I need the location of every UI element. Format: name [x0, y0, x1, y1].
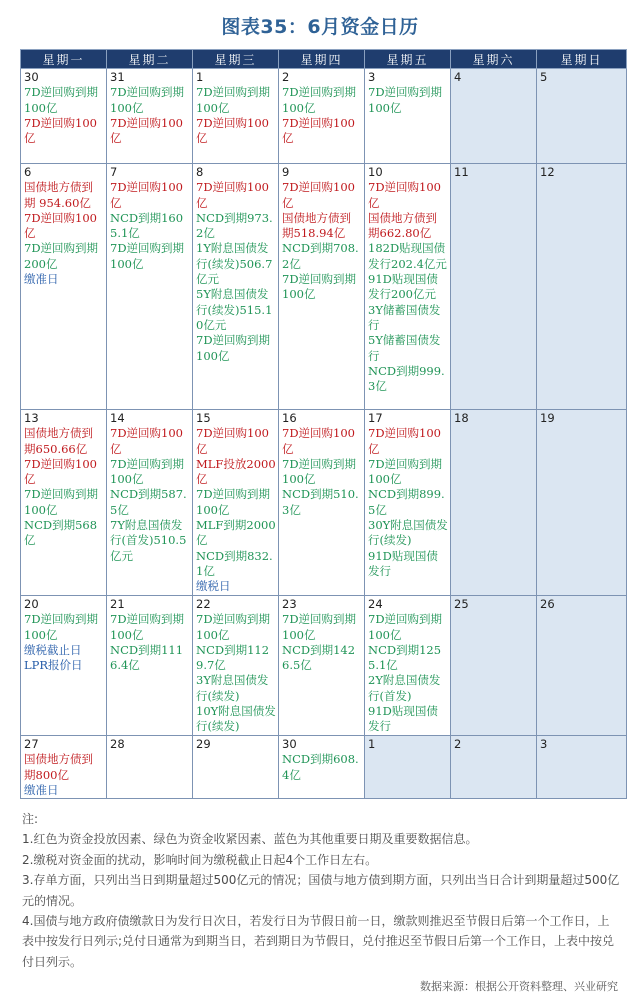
calendar-day-cell [279, 736, 365, 799]
note-item: 2.缴税对资金面的扰动，影响时间为缴税截止日起4个工作日左右。 [22, 852, 378, 867]
calendar-event: 7D逆回购到期100亿 [282, 612, 357, 642]
calendar-event: 7D逆回购100亿 [368, 180, 441, 210]
calendar-day-cell [193, 164, 279, 410]
calendar-event: 7D逆回购到期200亿 [24, 241, 99, 271]
day-number: 2 [454, 737, 462, 751]
day-number: 27 [24, 737, 39, 751]
calendar-week-row [21, 410, 627, 596]
weekday-header: 星期三 [193, 50, 279, 69]
calendar-event: 7Y附息国债发行(首发)510.5亿元 [110, 518, 187, 563]
weekday-header-row [21, 50, 627, 69]
day-number: 26 [540, 597, 555, 611]
calendar-event: 7D逆回购100亿 [110, 180, 183, 210]
calendar-event: 7D逆回购100亿 [24, 456, 97, 487]
calendar-day-cell [193, 410, 279, 596]
calendar-event: 7D逆回购到期100亿 [196, 487, 271, 517]
calendar-event: 7D逆回购到期100亿 [368, 612, 443, 642]
weekday-header: 星期一 [21, 50, 107, 69]
calendar-event: 3Y附息国债发行(续发) [196, 673, 269, 703]
calendar-week-row [21, 596, 627, 736]
calendar-day-cell [365, 410, 451, 596]
calendar-day-cell [279, 69, 365, 164]
calendar-day-cell [21, 410, 107, 596]
calendar-event: 7D逆回购到期100亿 [282, 456, 357, 487]
source-note: 数据来源：根据公开资料整理、兴业研究 [420, 980, 618, 993]
calendar-event: 7D逆回购100亿 [282, 426, 355, 456]
day-number: 16 [282, 411, 297, 425]
calendar-event: MLF到期2000亿 [196, 518, 276, 548]
calendar-event: NCD到期899.5亿 [368, 487, 445, 517]
calendar-event: 7D逆回购100亿 [110, 426, 183, 456]
calendar-event: 2Y附息国债发行(首发) [368, 673, 441, 703]
calendar-event: 缴税日 [196, 579, 231, 594]
weekday-header: 星期日 [537, 50, 627, 69]
weekday-header: 星期二 [107, 50, 193, 69]
day-number: 29 [196, 737, 211, 751]
calendar-day-cell [451, 736, 537, 799]
day-number: 24 [368, 597, 383, 611]
calendar-event: 7D逆回购到期100亿 [368, 85, 443, 115]
calendar-day-cell [451, 164, 537, 410]
calendar-event: 30Y附息国债发行(续发) [368, 518, 448, 548]
calendar-event: 5Y附息国债发行(续发)515.10亿元 [196, 287, 273, 332]
day-number: 3 [368, 70, 376, 84]
calendar-event: 5Y储蓄国债发行 [368, 333, 441, 363]
calendar-day-cell [451, 410, 537, 596]
calendar-day-cell [107, 164, 193, 410]
calendar-body [21, 69, 627, 799]
day-number: 1 [196, 70, 204, 84]
calendar-event: 7D逆回购100亿 [282, 115, 355, 146]
calendar-day-cell [107, 410, 193, 596]
calendar-event: 7D逆回购100亿 [110, 115, 183, 146]
day-number: 22 [196, 597, 211, 611]
calendar-event: NCD到期1129.7亿 [196, 642, 270, 673]
calendar-day-cell [365, 164, 451, 410]
calendar-event: 缴准日 [24, 272, 59, 287]
day-number: 8 [196, 165, 204, 179]
day-number: 1 [368, 737, 376, 751]
day-number: 20 [24, 597, 39, 611]
calendar-week-row [21, 69, 627, 164]
calendar-day-cell [365, 69, 451, 164]
calendar-event: 7D逆回购到期100亿 [24, 487, 99, 517]
calendar-event: 7D逆回购到期100亿 [282, 272, 357, 302]
calendar-event: NCD到期587.5亿 [110, 487, 187, 517]
calendar-event: 91D贴现国债发行 [368, 548, 438, 578]
calendar-week-row [21, 736, 627, 799]
day-number: 9 [282, 165, 290, 179]
day-number: 7 [110, 165, 118, 179]
calendar-event: 7D逆回购到期100亿 [368, 456, 443, 487]
day-number: 2 [282, 70, 290, 84]
calendar-day-cell [21, 596, 107, 736]
day-number: 14 [110, 411, 125, 425]
calendar-event: 7D逆回购到期100亿 [110, 456, 185, 487]
calendar-event: 7D逆回购到期100亿 [282, 85, 357, 115]
calendar-day-cell [279, 164, 365, 410]
calendar-event: NCD到期999.3亿 [368, 363, 445, 394]
weekday-header: 星期六 [451, 50, 537, 69]
day-number: 23 [282, 597, 297, 611]
weekday-header: 星期五 [365, 50, 451, 69]
calendar-day-cell [537, 69, 627, 164]
calendar-event: NCD到期1426.5亿 [282, 642, 356, 673]
day-number: 6 [24, 165, 32, 179]
calendar-event: 7D逆回购到期100亿 [196, 612, 271, 642]
note-item: 1.红色为资金投放因素、绿色为资金收紧因素、蓝色为其他重要日期及重要数据信息。 [22, 832, 478, 847]
calendar-event: 7D逆回购100亿 [196, 180, 269, 210]
day-number: 5 [540, 70, 548, 84]
calendar-event: 7D逆回购到期100亿 [110, 241, 185, 271]
day-number: 30 [24, 70, 39, 84]
calendar-event: 91D贴现国债发行 [368, 704, 438, 734]
day-number: 25 [454, 597, 469, 611]
calendar-event: 国债地方债到期518.94亿 [282, 210, 351, 241]
calendar-event: MLF投放2000亿 [196, 456, 276, 487]
calendar-event: 7D逆回购100亿 [24, 115, 97, 146]
calendar-event: 7D逆回购到期100亿 [110, 612, 185, 642]
calendar-event: 7D逆回购到期100亿 [110, 85, 185, 115]
calendar-day-cell [193, 736, 279, 799]
calendar-event: NCD到期568亿 [24, 518, 98, 548]
calendar-day-cell [193, 69, 279, 164]
page-title: 图表35：6月资金日历 [221, 16, 419, 38]
calendar-event: 国债地方债到期650.66亿 [24, 426, 93, 456]
note-item: 4.国债与地方政府债缴款日为发行日次日，若发行日为节假日前一日，缴款则推迟至节假日后第一个工作日，上表中按发行日列示;兑付日通常为到期当日，若到期日为节假日，兑付推迟至节假日后第一个工作日，上表中按兑付日列示。 [22, 914, 615, 969]
day-number: 21 [110, 597, 125, 611]
calendar-day-cell [193, 596, 279, 736]
calendar-day-cell [107, 736, 193, 799]
day-number: 12 [540, 165, 555, 179]
day-number: 31 [110, 70, 125, 84]
day-number: 30 [282, 737, 297, 751]
day-number: 19 [540, 411, 555, 425]
calendar-event: 7D逆回购到期100亿 [24, 612, 99, 642]
day-number: 4 [454, 70, 462, 84]
calendar-day-cell [537, 736, 627, 799]
calendar-event: 7D逆回购100亿 [24, 210, 97, 241]
notes-heading: 注: [22, 812, 39, 826]
calendar-event: 7D逆回购100亿 [196, 426, 269, 456]
day-number: 28 [110, 737, 125, 751]
note-item: 3.存单方面，只列出当日到期量超过500亿元的情况；国债与地方债到期方面，只列出当日合计到期量超过500亿元的情况。 [22, 873, 620, 908]
calendar-day-cell [21, 736, 107, 799]
day-number: 11 [454, 165, 469, 179]
calendar-event: NCD到期1255.1亿 [368, 642, 442, 673]
calendar-day-cell [365, 596, 451, 736]
calendar-day-cell [451, 596, 537, 736]
calendar-day-cell [21, 164, 107, 410]
calendar-day-cell [537, 596, 627, 736]
calendar-event: 缴税截止日 [24, 642, 82, 657]
calendar-event: 10Y附息国债发行(续发) [196, 704, 276, 734]
calendar-event: 国债地方债到期662.80亿 [368, 210, 437, 241]
calendar-event: NCD到期608.4亿 [282, 752, 359, 782]
calendar-week-row [21, 164, 627, 410]
calendar-event: 1Y附息国债发行(续发)506.7亿元 [196, 241, 273, 287]
day-number: 10 [368, 165, 383, 179]
calendar-event: NCD到期510.3亿 [282, 487, 359, 517]
calendar-event: NCD到期708.2亿 [282, 241, 359, 271]
calendar-event: NCD到期973.2亿 [196, 210, 273, 241]
calendar-event: 91D贴现国债发行200亿元 [368, 272, 438, 302]
calendar-event: 7D逆回购到期100亿 [196, 85, 271, 115]
calendar-day-cell [365, 736, 451, 799]
day-number: 18 [454, 411, 469, 425]
calendar-event: 3Y储蓄国债发行 [368, 302, 441, 332]
day-number: 15 [196, 411, 211, 425]
calendar-day-cell [537, 164, 627, 410]
calendar-event: 7D逆回购到期100亿 [24, 85, 99, 115]
calendar-event: 7D逆回购到期100亿 [196, 333, 271, 363]
day-number: 3 [540, 737, 548, 751]
day-number: 17 [368, 411, 383, 425]
calendar-day-cell [279, 410, 365, 596]
weekday-header: 星期四 [279, 50, 365, 69]
calendar-event: NCD到期1116.4亿 [110, 642, 184, 673]
calendar-day-cell [21, 69, 107, 164]
calendar-event: 7D逆回购100亿 [368, 426, 441, 456]
calendar-day-cell [107, 69, 193, 164]
calendar-day-cell [537, 410, 627, 596]
calendar-event: LPR报价日 [24, 658, 83, 673]
calendar-event: 缴准日 [24, 782, 59, 797]
calendar-day-cell [107, 596, 193, 736]
calendar-event: 国债地方债到期800亿 [24, 752, 93, 782]
notes [22, 809, 620, 972]
calendar-event: 国债地方债到期 954.60亿 [24, 180, 93, 210]
calendar-day-cell [451, 69, 537, 164]
calendar-event: NCD到期832.1亿 [196, 548, 273, 578]
calendar-day-cell [279, 596, 365, 736]
day-number: 13 [24, 411, 39, 425]
calendar-event: 7D逆回购100亿 [282, 180, 355, 210]
calendar-event: 182D贴现国债发行202.4亿元 [368, 241, 447, 271]
calendar-event: NCD到期1605.1亿 [110, 210, 184, 241]
calendar-table [20, 49, 627, 799]
calendar-event: 7D逆回购100亿 [196, 115, 269, 146]
